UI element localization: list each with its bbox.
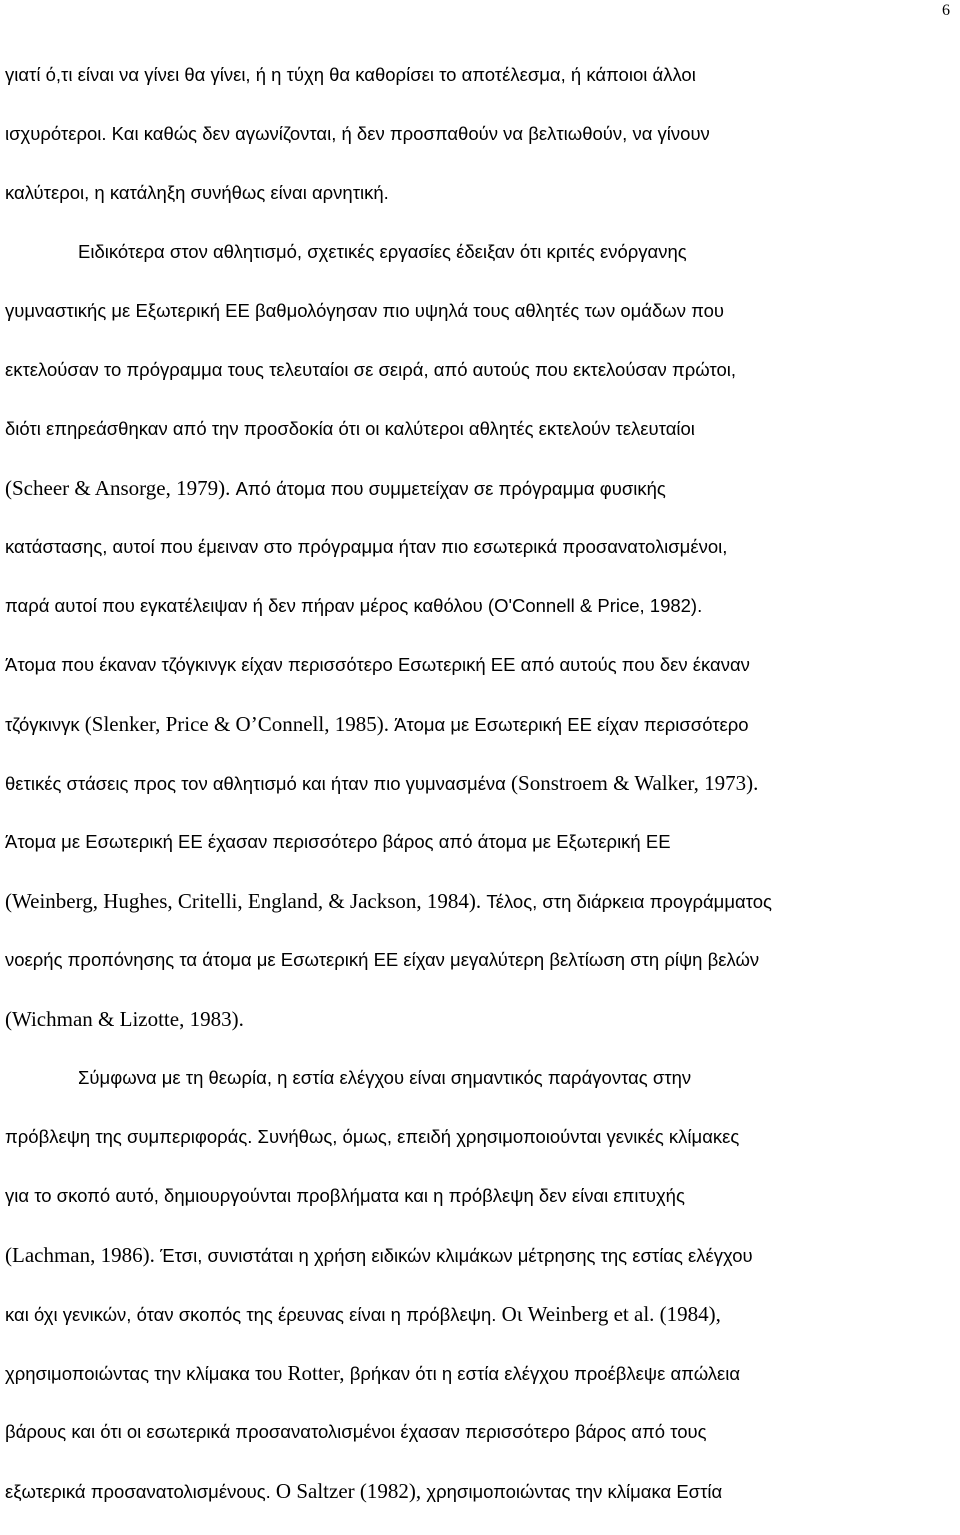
body-text: και όχι γενικών, όταν σκοπός της έρευνας είναι η πρόβλεψη. <box>5 1304 502 1325</box>
text-line <box>5 119 960 178</box>
body-text: ισχυρότεροι. Και καθώς δεν αγωνίζονται, ή δεν προσπαθούν να βελτιωθούν, να γίνουν <box>5 123 710 144</box>
text-line <box>5 1299 960 1358</box>
text-line <box>5 1417 960 1476</box>
text-line <box>5 886 960 945</box>
body-text: κατάστασης, αυτοί που έμειναν στο πρόγραμμα ήταν πιο εσωτερικά προσανατολισμένοι, <box>5 536 728 557</box>
text-line <box>5 60 960 119</box>
body-text: Από άτομα που συμμετείχαν σε πρόγραμμα φυσικής <box>235 478 666 499</box>
text-line <box>5 709 960 768</box>
body-text: εξωτερικά προσανατολισμένους. <box>5 1481 276 1502</box>
body-text: καλύτεροι, η κατάληξη συνήθως είναι αρνητική. <box>5 182 389 203</box>
text-line <box>5 1240 960 1299</box>
citation-text: O Saltzer (1982), <box>275 1479 427 1503</box>
text-line <box>5 355 960 414</box>
text-line <box>5 1063 960 1122</box>
text-line <box>5 591 960 650</box>
citation-text: Οι Weinberg et al. (1984), <box>501 1302 721 1326</box>
text-line <box>5 1004 960 1063</box>
text-line <box>5 414 960 473</box>
text-line <box>5 473 960 532</box>
body-text: εκτελούσαν το πρόγραμμα τους τελευταίοι σε σειρά, από αυτούς που εκτελούσαν πρώτοι, <box>5 359 736 380</box>
text-line <box>5 532 960 591</box>
body-text: Σύμφωνα με τη θεωρία, η εστία ελέγχου είναι σημαντικός παράγοντας στην <box>78 1067 692 1088</box>
body-text: Άτομα με Εσωτερική ΕΕ είχαν περισσότερο <box>394 714 749 735</box>
text-line <box>5 945 960 1004</box>
text-line <box>5 1181 960 1240</box>
body-text: για το σκοπό αυτό, δημιουργούνται προβλήματα και η πρόβλεψη δεν είναι επιτυχής <box>5 1185 685 1206</box>
body-text: γυμναστικής με Εξωτερική ΕΕ βαθμολόγησαν πιο υψηλά τους αθλητές των ομάδων που <box>5 300 725 321</box>
body-text: Τέλος, στη διάρκεια προγράμματος <box>486 891 772 912</box>
body-text: γιατί ό,τι είναι να γίνει θα γίνει, ή η τύχη θα καθορίσει το αποτέλεσμα, ή κάποιοι άλλοι <box>5 64 696 85</box>
text-line <box>5 1122 960 1181</box>
document-body <box>5 60 960 1535</box>
text-line <box>5 650 960 709</box>
body-text: Άτομα με Εσωτερική ΕΕ έχασαν περισσότερο βάρος από άτομα με Εξωτερική ΕΕ <box>5 831 671 852</box>
body-text: πρόβλεψη της συμπεριφοράς. Συνήθως, όμως, επειδή χρησιμοποιούνται γενικές κλίμακες <box>5 1126 740 1147</box>
citation-text: (Lachman, 1986). <box>5 1243 161 1267</box>
text-line <box>5 178 960 237</box>
citation-text: (Scheer & Ansorge, 1979). <box>5 476 236 500</box>
text-line <box>5 768 960 827</box>
body-text: Ειδικότερα στον αθλητισμό, σχετικές εργασίες έδειξαν ότι κριτές ενόργανης <box>78 241 687 262</box>
citation-text: (Weinberg, Hughes, Critelli, England, & Jackson, 1984). <box>5 889 487 913</box>
body-text: Άτομα που έκαναν τζόγκινγκ είχαν περισσότερο Εσωτερική ΕΕ από αυτούς που δεν έκαναν <box>5 654 750 675</box>
body-text: βάρους και ότι οι εσωτερικά προσανατολισμένοι έχασαν περισσότερο βάρος από τους <box>5 1421 707 1442</box>
citation-text: (Sonstroem & Walker, 1973). <box>511 771 759 795</box>
body-text: βρήκαν ότι η εστία ελέγχου προέβλεψε απώλεια <box>349 1363 741 1384</box>
body-text: παρά αυτοί που εγκατέλειψαν ή δεν πήραν μέρος καθόλου (O'Connell & Price, 1982). <box>5 595 703 616</box>
text-line <box>5 827 960 886</box>
body-text: Έτσι, συνιστάται η χρήση ειδικών κλιμάκων μέτρησης της εστίας ελέγχου <box>160 1245 753 1266</box>
body-text: νοερής προπόνησης τα άτομα με Εσωτερική ΕΕ είχαν μεγαλύτερη βελτίωση στη ρίψη βελών <box>5 949 760 970</box>
body-text: χρησιμοποιώντας την κλίμακα Εστία <box>426 1481 723 1502</box>
body-text: χρησιμοποιώντας την κλίμακα του <box>5 1363 288 1384</box>
citation-text: Rotter, <box>287 1361 350 1385</box>
text-line <box>5 237 960 296</box>
text-line <box>5 1358 960 1417</box>
body-text: θετικές στάσεις προς τον αθλητισμό και ήταν πιο γυμνασμένα <box>5 773 512 794</box>
body-text: τζόγκινγκ <box>5 714 85 735</box>
text-line <box>5 1476 960 1535</box>
citation-text: (Slenker, Price & O’Connell, 1985). <box>84 712 395 736</box>
body-text: διότι επηρεάσθηκαν από την προσδοκία ότι οι καλύτεροι αθλητές εκτελούν τελευταίοι <box>5 418 695 439</box>
text-line <box>5 296 960 355</box>
page-number: 6 <box>942 2 950 19</box>
citation-text: (Wichman & Lizotte, 1983). <box>5 1007 244 1031</box>
